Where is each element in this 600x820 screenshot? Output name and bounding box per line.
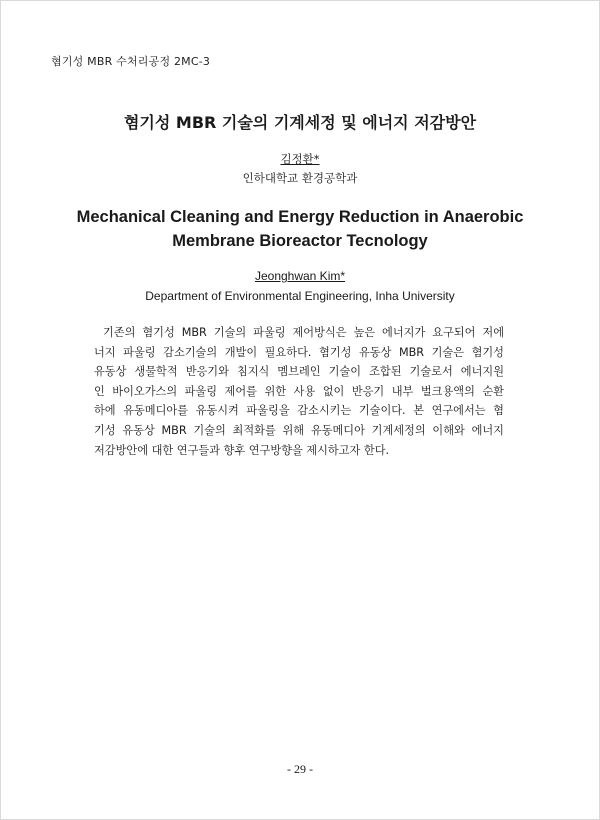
affiliation-korean: 인하대학교 환경공학과	[242, 171, 358, 185]
abstract-line: 하에 유동메디아를 유동시켜 파울링을 감소시키는 기술이다. 본 연구에서는 혐	[94, 404, 504, 418]
abstract-line: 너지 파울링 감소기술의 개발이 필요하다. 혐기성 유동상 MBR 기술은 혐기성	[94, 345, 504, 359]
title-korean: 혐기성 MBR 기술의 기계세정 및 에너지 저감방안	[123, 113, 477, 132]
title-english-line-1: Mechanical Cleaning and Energy Reduction in Anaerobic	[76, 208, 524, 226]
title-english	[1, 205, 599, 253]
page-number: - 29 -	[287, 762, 313, 776]
abstract-line: 저감방안에 대한 연구들과 향후 연구방향을 제시하고자 한다.	[94, 443, 390, 457]
abstract-line: 기존의 혐기성 MBR 기술의 파울링 제어방식은 높은 에너지가 요구되어 저에	[103, 326, 504, 339]
abstract-line: 기성 유동상 MBR 기술의 최적화를 위해 유동메디아 기계세정의 이해와 에너지	[94, 423, 504, 437]
affiliation-english: Department of Environmental Engineering, Inha University	[145, 289, 455, 303]
running-header: 혐기성 MBR 수처리공정 2MC-3	[51, 55, 211, 68]
abstract	[94, 323, 504, 460]
abstract-line: 인 바이오가스의 파울링 제어를 위한 사용 없이 반응기 내부 벌크용액의 순환	[94, 384, 504, 398]
title-english-line-2: Membrane Bioreactor Tecnology	[172, 232, 428, 250]
abstract-line: 유동상 생물학적 반응기와 침지식 멤브레인 기술이 조합된 기술로서 에너지원	[94, 365, 504, 379]
author-korean: 김정환*	[280, 152, 320, 166]
author-english: Jeonghwan Kim*	[254, 269, 346, 283]
